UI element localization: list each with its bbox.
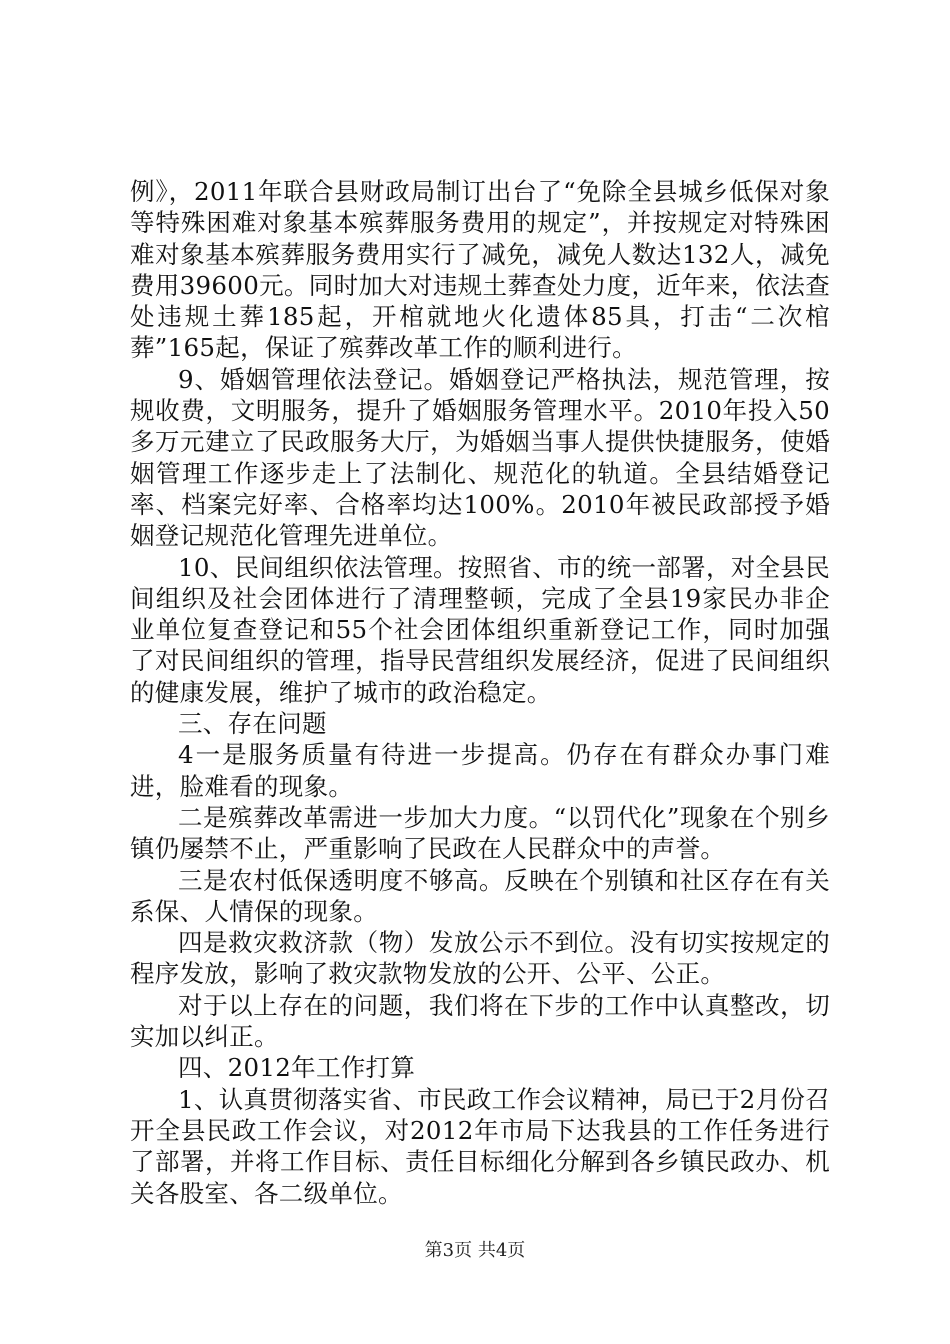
paragraph: 二是殡葬改革需进一步加大力度。“以罚代化”现象在个别乡镇仍屡禁不止，严重影响了民政在人民群众中的声誉。 — [130, 802, 830, 864]
page-footer: 第3页 共4页 — [424, 1240, 526, 1261]
section-heading: 四、2012年工作打算 — [178, 1053, 416, 1083]
paragraph: 4一是服务质量有待进一步提高。仍存在有群众办事门难进，脸难看的现象。 — [130, 740, 830, 801]
paragraph: 例》，2011年联合县财政局制订出台了“免除全县城乡低保对象等特殊困难对象基本殡葬服务费用的规定”，并按规定对特殊困难对象基本殡葬服务费用实行了减免，减免人数达132人，减免费用39600元。同时加大对违规土葬查处力度，近年来，依法查处违规土葬185起，开棺就地火化遗体85具，打击“二次棺葬”165起，保证了殡葬改革工作的顺利进行。 — [130, 177, 830, 363]
paragraph: 三是农村低保透明度不够高。反映在个别镇和社区存在有关系保、人情保的现象。 — [130, 865, 830, 926]
section-heading: 三、存在问题 — [178, 709, 327, 739]
paragraph: 对于以上存在的问题，我们将在下步的工作中认真整改，切实加以纠正。 — [130, 990, 830, 1052]
paragraph: 四是救灾救济款（物）发放公示不到位。没有切实按规定的程序发放，影响了救灾款物发放的公开、公平、公正。 — [130, 928, 830, 989]
paragraph: 9、婚姻管理依法登记。婚姻登记严格执法，规范管理，按规收费，文明服务，提升了婚姻服务管理水平。2010年投入50多万元建立了民政服务大厅，为婚姻当事人提供快捷服务，使婚姻管理工作逐步走上了法制化、规范化的轨道。全县结婚登记率、档案完好率、合格率均达100%。2010年被民政部授予婚姻登记规范化管理先进单位。 — [130, 364, 830, 551]
paragraph: 1、认真贯彻落实省、市民政工作会议精神，局已于2月份召开全县民政工作会议，对2012年市局下达我县的工作任务进行了部署，并将工作目标、责任目标细化分解到各乡镇民政办、机关各股室、各二级单位。 — [130, 1084, 830, 1208]
paragraph: 10、民间组织依法管理。按照省、市的统一部署，对全县民间组织及社会团体进行了清理整顿，完成了全县19家民办非企业单位复查登记和55个社会团体组织重新登记工作，同时加强了对民间组织的管理，指导民营组织发展经济，促进了民间组织的健康发展，维护了城市的政治稳定。 — [130, 552, 830, 707]
document-body — [130, 176, 830, 1209]
